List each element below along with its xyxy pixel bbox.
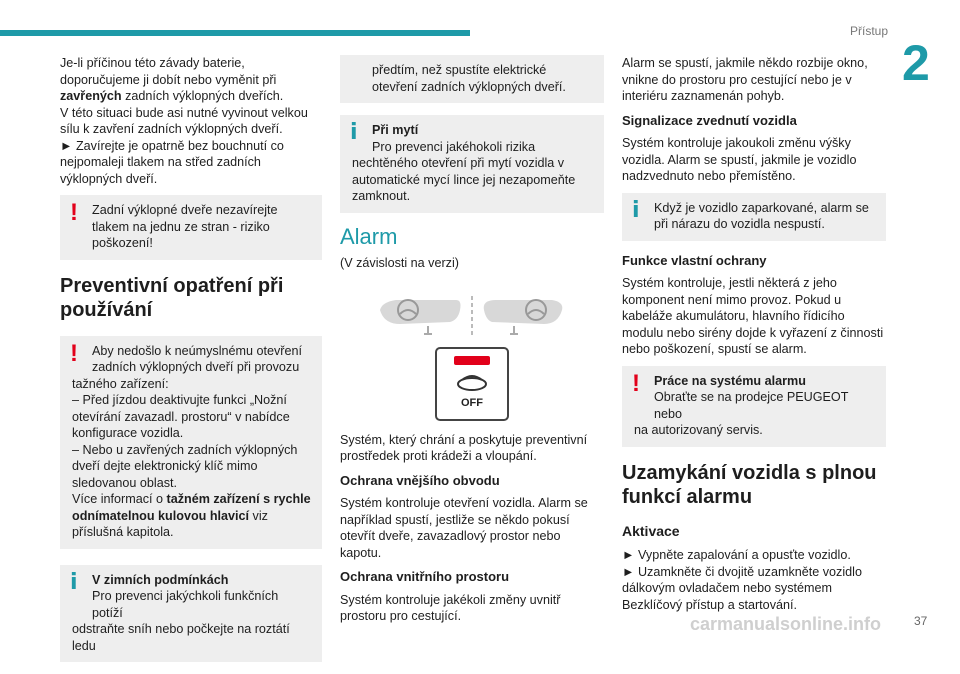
off-label: OFF [461,396,483,409]
heading-exterior: Ochrana vnějšího obvodu [340,472,500,488]
paragraph-self-protection: Systém kontroluje, jestli některá z jeho komponent není mimo provoz. Pokud u kabeláže akumulátoru, hlavního řídicího modulu nebo sirény dojde k vyřazení z činnosti nebo poškození, spustí se alarm. [622,276,884,356]
heading-interior: Ochrana vnitřního prostoru [340,569,510,584]
paragraph-system: Systém, který chrání a poskytuje preventivní prostředek proti krádeži a vloupání. [340,432,588,463]
paragraph-tilt: Systém kontroluje jakoukoli změnu výšky vozidla. Alarm se spustí, jakmile je vozidlo nadzvednuto nebo přemístěno. [622,136,857,183]
alarm-figure [340,278,604,428]
exclamation-icon: ! [70,339,78,367]
heading-activation: Aktivace [622,522,680,539]
interior-sensor-right-icon [484,300,563,334]
paragraph-activation-2: ► Uzamkněte či dvojitě uzamkněte vozidlo dálkovým ovladačem nebo systémem Bezklíčový přístup a startování. [622,564,862,612]
column-3 [622,55,886,617]
info-box-parked: i Když je vozidlo zaparkované, alarm se při nárazu do vozidla nespustí. [622,193,886,241]
warning-box-pressure: ! Zadní výklopné dveře nezavírejte tlakem na jednu ze stran - riziko poškození! [60,195,322,260]
warning-box-towing: ! Aby nedošlo k neúmyslnému otevření zadních výklopných dveří při provozu tažného zařízení: – Před jízdou deaktivujte funkci „Nožní otevírání zavazadl. prostoru“ v nabídce konfigurace vozidla. – Nebo u zavřených zadních výklopných dveří dejte elektronický klíč mimo sledovanou oblast. Více informací o tažném zařízení s rychle odnímatelnou kulovou hlavicí viz příslušná kapitola. [60,336,322,549]
heading-self-protection: Funkce vlastní ochrany [622,252,767,268]
info-box-winter: i V zimních podmínkách Pro prevenci jakýchkoli funkčních potíží odstraňte sníh nebo počkejte na roztátí ledu [60,565,322,663]
column-2 [340,55,604,629]
alarm-illustration [340,278,604,428]
paragraph-exterior: Systém kontroluje otevření vozidla. Alarm se například spustí, jestliže se někdo pokusí otevřít dveře, zavazadlový prostor nebo kapotu. [340,496,588,560]
info-box-washing: i Při mytí Pro prevenci jakéhokoli rizika nechtěného otevření při mytí vozidla v automatické mycí lince jej nezapomeňte zamknout. [340,115,604,213]
warning-box-service: ! Práce na systému alarmu Obraťte se na prodejce PEUGEOT nebo na autorizovaný servis. [622,366,886,447]
watermark: carmanualsonline.info [690,614,882,634]
info-icon: i [350,120,358,145]
paragraph-alarm-trigger: Alarm se spustí, jakmile někdo rozbije okno, vnikne do prostoru pro cestující nebo je v interiéru zaznamenán pohyb. [622,56,868,103]
alarm-title: Alarm [340,223,398,249]
page-number: 37 [914,614,928,628]
exclamation-icon: ! [70,199,78,226]
heading-full-alarm-lock: Uzamykání vozidla s plnou funkcí alarmu [622,461,877,508]
heading-tilt: Signalizace zvednutí vozidla [622,112,797,128]
exclamation-icon: ! [632,369,640,397]
paragraph-battery: Je-li příčinou této závady baterie, doporučujeme ji dobít nebo vyměnit při zavřených zadních výklopných dveřích. V této situaci bude asi nutné vyvinout velkou sílu k zavření zadních výklopných dveří. ► Zavírejte je opatrně bez bouchnutí co nejpomaleji tlakem na střed zadních výklopných dveří. [60,56,308,186]
info-box-continued: předtím, než spustíte elektrické otevření zadních výklopných dveří. [340,55,604,103]
alarm-subtitle: (V závislosti na verzi) [340,256,459,270]
section-title: Přístup [849,24,888,38]
interior-sensor-left-icon [380,300,461,334]
alarm-off-button-icon [436,348,508,420]
paragraph-interior: Systém kontroluje jakékoli změny uvnitř prostoru pro cestující. [340,592,561,623]
info-icon: i [632,197,640,223]
info-icon: i [70,569,78,595]
column-1 [60,55,322,674]
heading-precautions: Preventivní opatření při používání [60,274,284,321]
paragraph-activation-1: ► Vypněte zapalování a opusťte vozidlo. [622,548,851,562]
header-accent-bar [0,30,470,36]
chapter-number: 2 [902,35,930,91]
